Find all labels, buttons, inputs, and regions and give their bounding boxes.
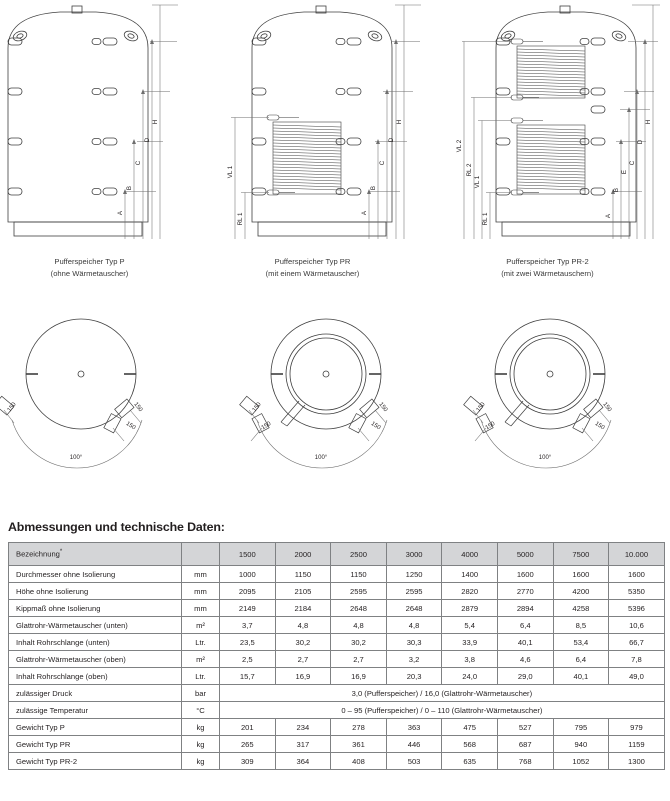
row-value: 20,3 — [386, 668, 442, 685]
row-value: 4,6 — [497, 651, 553, 668]
row-merged-value: 3,0 (Pufferspeicher) / 16,0 (Glattrohr-Wärmetauscher) — [220, 685, 665, 702]
table-row — [9, 668, 665, 685]
port-angle-label: 150 — [601, 401, 613, 414]
topview-drawings-row — [0, 296, 670, 501]
column-header-size: 1500 — [220, 543, 276, 566]
row-value: 317 — [275, 736, 331, 753]
row-label: Gewicht Typ PR-2 — [9, 753, 182, 770]
row-label: Kippmaß ohne Isolierung — [9, 600, 182, 617]
row-label: Gewicht Typ PR — [9, 736, 182, 753]
dim-label-rl2: RL 2 — [466, 163, 473, 177]
row-value: 2648 — [386, 600, 442, 617]
row-unit: bar — [182, 685, 220, 702]
row-value: 2095 — [220, 583, 276, 600]
row-value: 53,4 — [553, 634, 609, 651]
table-row — [9, 719, 665, 736]
row-value: 33,9 — [442, 634, 498, 651]
table-row — [9, 736, 665, 753]
port-angle-label: 150 — [132, 401, 144, 414]
span-angle-label: 100° — [69, 455, 83, 461]
row-unit: kg — [182, 753, 220, 770]
footnote-marker: * — [59, 549, 63, 556]
tank-drawing-typ-p — [0, 0, 223, 250]
row-value: 2595 — [331, 583, 387, 600]
port-angle-label: 150 — [260, 420, 273, 432]
row-value: 29,0 — [497, 668, 553, 685]
table-row — [9, 583, 665, 600]
row-value: 1150 — [275, 566, 331, 583]
row-value: 475 — [442, 719, 498, 736]
row-label: Gewicht Typ P — [9, 719, 182, 736]
row-value: 1600 — [553, 566, 609, 583]
row-value: 4,8 — [331, 617, 387, 634]
dim-label-a: A — [361, 210, 368, 216]
row-value: 364 — [275, 753, 331, 770]
span-angle-label: 100° — [538, 455, 552, 461]
dim-label-h: H — [152, 119, 159, 125]
row-value: 1600 — [609, 566, 665, 583]
column-header-size: 10.000 — [609, 543, 665, 566]
row-value: 2184 — [275, 600, 331, 617]
row-value: 6,4 — [497, 617, 553, 634]
table-row — [9, 617, 665, 634]
topview-svg-typ-pr — [223, 296, 446, 501]
row-value: 5350 — [609, 583, 665, 600]
row-label: Glattrohr-Wärmetauscher (unten) — [9, 617, 182, 634]
row-value: 49,0 — [609, 668, 665, 685]
dim-label-a: A — [605, 213, 612, 219]
row-value: 795 — [553, 719, 609, 736]
row-label: Inhalt Rohrschlange (oben) — [9, 668, 182, 685]
row-value: 1250 — [386, 566, 442, 583]
row-value: 768 — [497, 753, 553, 770]
port-angle-label: 150 — [475, 401, 487, 414]
row-value: 2,7 — [331, 651, 387, 668]
port-angle-label: 150 — [6, 401, 18, 414]
dim-label-e: E — [621, 169, 628, 175]
topview-typ-p — [0, 296, 223, 501]
column-header-size: 4000 — [442, 543, 498, 566]
row-label: Glattrohr-Wärmetauscher (oben) — [9, 651, 182, 668]
technical-data-table — [8, 542, 665, 770]
dim-label-h: H — [396, 119, 403, 125]
row-value: 30,2 — [331, 634, 387, 651]
dim-label-b: B — [370, 185, 377, 191]
row-value: 16,9 — [331, 668, 387, 685]
row-value: 201 — [220, 719, 276, 736]
row-unit: m² — [182, 617, 220, 634]
dim-label-d: D — [637, 139, 644, 145]
row-value: 446 — [386, 736, 442, 753]
topview-svg-typ-pr-2 — [446, 296, 669, 501]
caption-subtitle: (mit einem Wärmetauscher) — [265, 268, 360, 278]
row-value: 278 — [331, 719, 387, 736]
tank-svg-typ-p — [0, 0, 223, 250]
row-value: 24,0 — [442, 668, 498, 685]
table-row — [9, 753, 665, 770]
row-value: 40,1 — [553, 668, 609, 685]
row-label: Inhalt Rohrschlange (unten) — [9, 634, 182, 651]
row-unit: kg — [182, 736, 220, 753]
dim-label-rl1: RL 1 — [237, 212, 244, 226]
span-angle-label: 100° — [314, 455, 328, 461]
row-value: 1150 — [331, 566, 387, 583]
row-value: 2820 — [442, 583, 498, 600]
row-value: 2894 — [497, 600, 553, 617]
column-header-name — [9, 543, 182, 566]
drawing-captions-row — [0, 250, 670, 296]
row-value: 979 — [609, 719, 665, 736]
row-unit: kg — [182, 719, 220, 736]
row-unit: mm — [182, 566, 220, 583]
column-header-size: 2000 — [275, 543, 331, 566]
row-value: 234 — [275, 719, 331, 736]
row-unit: °C — [182, 702, 220, 719]
tank-drawing-typ-pr-2 — [446, 0, 669, 250]
dim-label-rl1: RL 1 — [482, 212, 489, 226]
row-value: 361 — [331, 736, 387, 753]
tank-drawing-typ-pr — [223, 0, 446, 250]
row-value: 6,4 — [553, 651, 609, 668]
table-row — [9, 651, 665, 668]
table-row — [9, 566, 665, 583]
row-value: 5,4 — [442, 617, 498, 634]
caption-title: Pufferspeicher Typ PR — [274, 257, 351, 266]
tank-svg-typ-pr-2 — [446, 0, 669, 250]
row-label: Durchmesser ohne Isolierung — [9, 566, 182, 583]
row-unit: mm — [182, 583, 220, 600]
row-value: 687 — [497, 736, 553, 753]
elevation-drawings-row — [0, 0, 670, 250]
dim-label-h: H — [645, 119, 652, 125]
row-value: 940 — [553, 736, 609, 753]
dim-label-c: C — [135, 160, 142, 166]
row-value: 2149 — [220, 600, 276, 617]
row-unit: Ltr. — [182, 634, 220, 651]
column-header-size: 3000 — [386, 543, 442, 566]
dim-label-a: A — [117, 210, 124, 216]
table-row — [9, 702, 665, 719]
port-angle-label: 150 — [593, 420, 606, 432]
row-value: 8,5 — [553, 617, 609, 634]
heat-exchanger-coil-lower — [511, 118, 585, 195]
caption-subtitle: (mit zwei Wärmetauschern) — [501, 268, 594, 278]
row-value: 408 — [331, 753, 387, 770]
caption-title: Pufferspeicher Typ PR-2 — [506, 257, 589, 266]
row-value: 265 — [220, 736, 276, 753]
row-merged-value: 0 – 95 (Pufferspeicher) / 0 – 110 (Glattrohr-Wärmetauscher) — [220, 702, 665, 719]
row-value: 3,2 — [386, 651, 442, 668]
row-value: 4,8 — [386, 617, 442, 634]
caption-subtitle: (ohne Wärmetauscher) — [50, 268, 129, 278]
row-value: 1052 — [553, 753, 609, 770]
port-angle-label: 150 — [369, 420, 382, 432]
dim-label-b: B — [126, 185, 133, 191]
row-value: 309 — [220, 753, 276, 770]
row-value: 635 — [442, 753, 498, 770]
dim-label-d: D — [388, 137, 395, 143]
column-header-name-text: Bezeichnung — [16, 549, 60, 559]
caption-typ-pr — [201, 256, 424, 279]
row-value: 30,2 — [275, 634, 331, 651]
row-value: 2,7 — [275, 651, 331, 668]
row-value: 10,6 — [609, 617, 665, 634]
caption-title: Pufferspeicher Typ P — [54, 257, 125, 266]
row-value: 1159 — [609, 736, 665, 753]
table-row — [9, 600, 665, 617]
row-unit: mm — [182, 600, 220, 617]
row-value: 4,8 — [275, 617, 331, 634]
port-angle-label: 150 — [377, 401, 389, 414]
row-label: Höhe ohne Isolierung — [9, 583, 182, 600]
technical-data-section — [0, 520, 670, 770]
row-value: 7,8 — [609, 651, 665, 668]
row-label: zulässiger Druck — [9, 685, 182, 702]
section-heading: Abmessungen und technische Daten: — [8, 520, 225, 534]
dim-label-vl2: VL 2 — [456, 139, 463, 153]
row-value: 2105 — [275, 583, 331, 600]
row-value: 2,5 — [220, 651, 276, 668]
row-value: 363 — [386, 719, 442, 736]
row-value: 2879 — [442, 600, 498, 617]
row-value: 30,3 — [386, 634, 442, 651]
table-row — [9, 634, 665, 651]
table-body — [9, 566, 665, 770]
port-angle-label: 150 — [251, 401, 263, 414]
dim-label-vl1: VL 1 — [474, 175, 481, 189]
topview-typ-pr — [223, 296, 446, 501]
row-unit: m² — [182, 651, 220, 668]
dim-label-c: C — [629, 160, 636, 166]
row-value: 23,5 — [220, 634, 276, 651]
dim-label-d: D — [144, 137, 151, 143]
row-value: 1000 — [220, 566, 276, 583]
row-value: 1300 — [609, 753, 665, 770]
column-header-size: 5000 — [497, 543, 553, 566]
row-label: zulässige Temperatur — [9, 702, 182, 719]
dim-label-vl1: VL 1 — [227, 165, 234, 179]
row-value: 568 — [442, 736, 498, 753]
column-header-unit — [182, 543, 220, 566]
row-value: 5396 — [609, 600, 665, 617]
caption-typ-p — [0, 256, 201, 279]
row-value: 16,9 — [275, 668, 331, 685]
row-value: 3,7 — [220, 617, 276, 634]
row-value: 2595 — [386, 583, 442, 600]
row-value: 4258 — [553, 600, 609, 617]
column-header-size: 7500 — [553, 543, 609, 566]
row-value: 2770 — [497, 583, 553, 600]
row-value: 2648 — [331, 600, 387, 617]
heat-exchanger-coil-upper — [511, 39, 585, 100]
table-header-row — [9, 543, 665, 566]
row-value: 1600 — [497, 566, 553, 583]
dim-label-c: C — [379, 160, 386, 166]
row-value: 66,7 — [609, 634, 665, 651]
row-value: 15,7 — [220, 668, 276, 685]
topview-svg-typ-p — [0, 296, 223, 501]
topview-typ-pr-2 — [446, 296, 669, 501]
dim-label-b: B — [613, 187, 620, 193]
row-value: 527 — [497, 719, 553, 736]
row-value: 503 — [386, 753, 442, 770]
column-header-size: 2500 — [331, 543, 387, 566]
port-angle-label: 150 — [124, 420, 137, 432]
row-unit: Ltr. — [182, 668, 220, 685]
row-value: 3,8 — [442, 651, 498, 668]
heat-exchanger-coil-lower — [267, 115, 341, 195]
port-angle-label: 150 — [484, 420, 497, 432]
table-row — [9, 685, 665, 702]
caption-typ-pr-2 — [436, 256, 659, 279]
row-value: 4200 — [553, 583, 609, 600]
tank-svg-typ-pr — [223, 0, 446, 250]
row-value: 1400 — [442, 566, 498, 583]
row-value: 40,1 — [497, 634, 553, 651]
